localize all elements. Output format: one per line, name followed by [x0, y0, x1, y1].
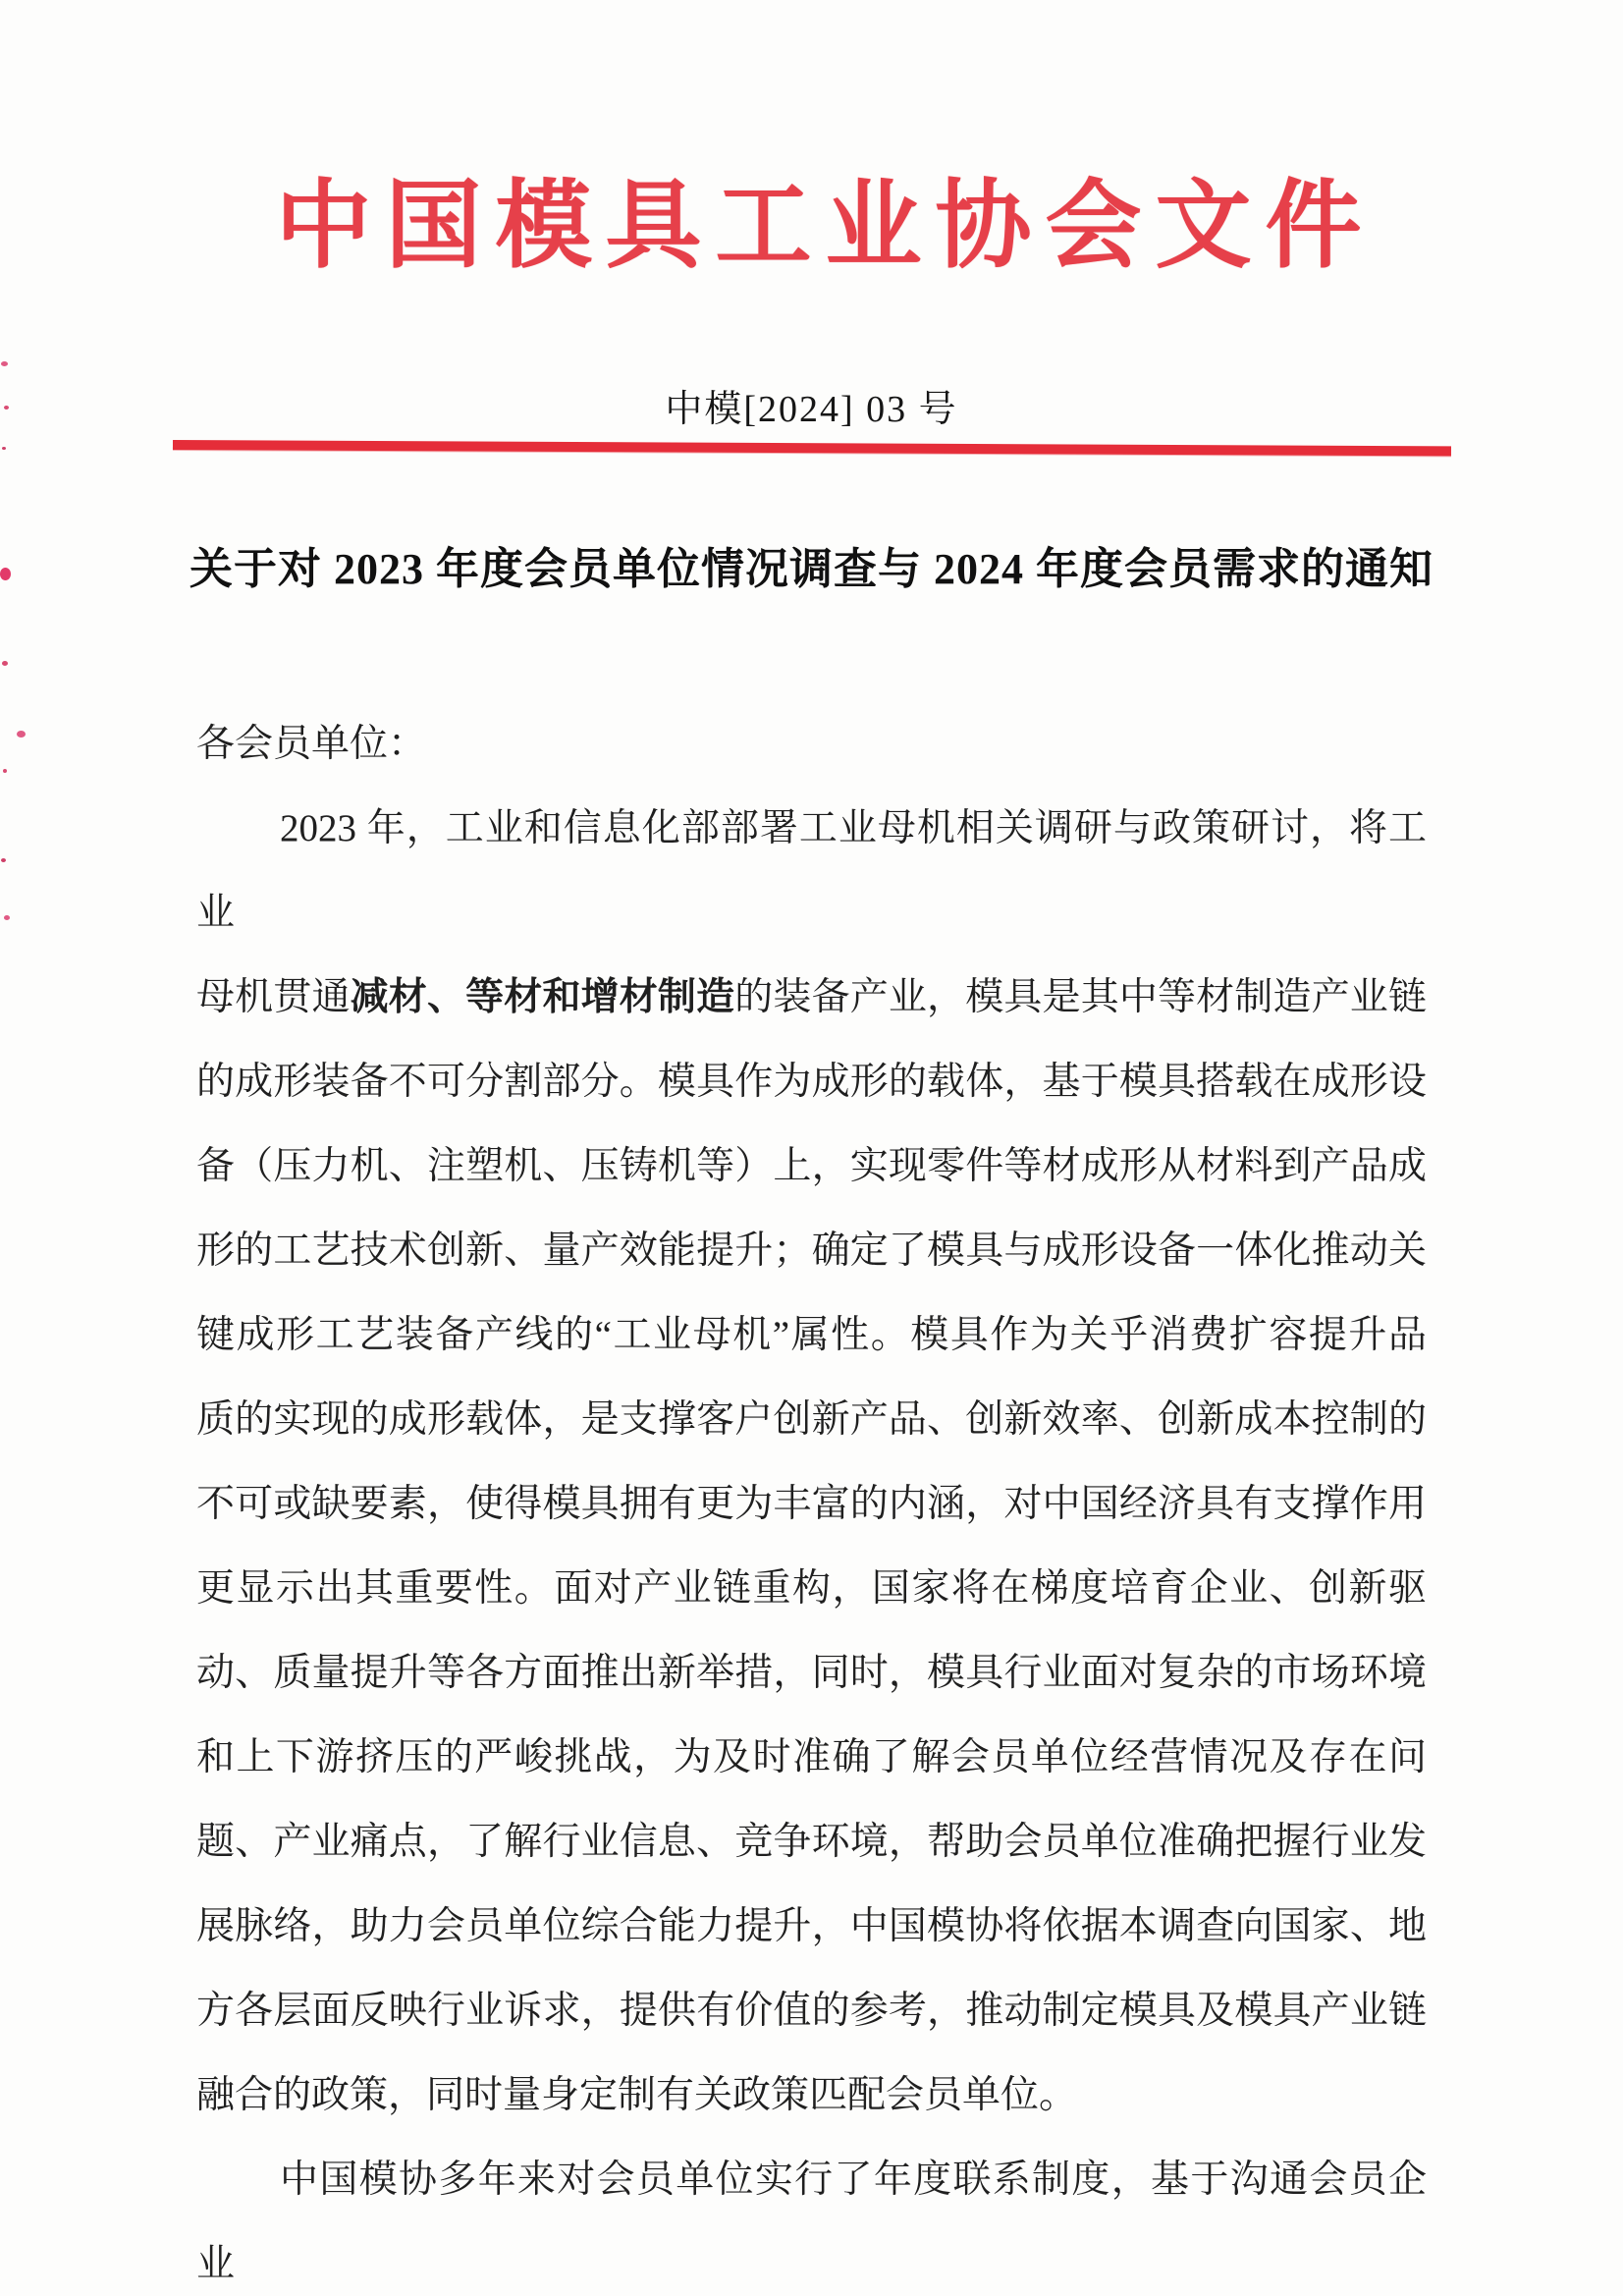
body-text-segment: 的成形装备不可分割部分。模具作为成形的载体，基于模具搭载在成形设	[196, 1061, 1427, 1103]
scan-speck	[4, 915, 10, 920]
body-text-segment: 不可或缺要素，使得模具拥有更为丰富的内涵，对中国经济具有支撑作用	[196, 1483, 1427, 1525]
body-text-segment: 母机贯通	[196, 976, 351, 1018]
body-line	[196, 1293, 1427, 1378]
body-text-segment: 中国模协多年来对会员单位实行了年度联系制度，基于沟通会员企业	[196, 2159, 1427, 2285]
body-text-segment: 更显示出其重要性。面对产业链重构，国家将在梯度培育企业、创新驱	[196, 1567, 1427, 1610]
scan-speck	[1, 361, 8, 366]
doc-number: 中模[2024] 03 号	[665, 389, 958, 430]
body-line	[196, 1969, 1427, 2053]
scan-speck	[3, 769, 7, 773]
body-line	[196, 956, 1427, 1040]
scan-speck	[0, 568, 11, 580]
body-text-segment: 各会员单位：	[196, 723, 427, 765]
body-text-segment: 融合的政策，同时量身定制有关政策匹配会员单位。	[196, 2074, 1078, 2116]
body-line	[196, 2053, 1427, 2138]
body-line	[196, 1209, 1427, 1293]
scan-speck	[1, 858, 6, 862]
header-divider-rule	[173, 440, 1451, 456]
body-text-segment: 质的实现的成形载体，是支撑客户创新产品、创新效率、创新成本控制的	[196, 1398, 1427, 1441]
body-line	[196, 1800, 1427, 1885]
org-title: 中国模具工业协会文件	[275, 174, 1376, 280]
document-title: 关于对 2023 年度会员单位情况调查与 2024 年度会员需求的通知	[189, 545, 1434, 593]
scan-speck	[2, 661, 8, 666]
body-line	[196, 1378, 1427, 1462]
body-text-segment: 键成形工艺装备产线的“工业母机”属性。模具作为关乎消费扩容提升品	[196, 1314, 1427, 1356]
scan-speck	[2, 447, 6, 450]
body-text	[196, 702, 1427, 2296]
body-line	[196, 787, 1427, 956]
body-line	[196, 1547, 1427, 1631]
body-text-segment: 形的工艺技术创新、量产效能提升；确定了模具与成形设备一体化推动关	[196, 1230, 1427, 1272]
body-text-bold-segment: 减材、等材和增材制造	[350, 976, 735, 1018]
body-text-segment: 动、质量提升等各方面推出新举措，同时，模具行业面对复杂的市场环境	[196, 1652, 1427, 1694]
body-line	[196, 1631, 1427, 1716]
body-line	[196, 1040, 1427, 1124]
body-line	[196, 2138, 1427, 2296]
body-text-segment: 题、产业痛点，了解行业信息、竞争环境，帮助会员单位准确把握行业发	[196, 1821, 1427, 1863]
body-text-segment: 的装备产业，模具是其中等材制造产业链	[734, 976, 1427, 1018]
scan-speck	[17, 731, 26, 738]
body-line	[196, 702, 1427, 787]
body-text-segment: 展脉络，助力会员单位综合能力提升，中国模协将依据本调查向国家、地	[196, 1905, 1427, 1947]
body-text-segment: 方各层面反映行业诉求，提供有价值的参考，推动制定模具及模具产业链	[196, 1990, 1427, 2032]
body-text-segment: 2023 年，工业和信息化部部署工业母机相关调研与政策研讨，将工业	[196, 807, 1427, 934]
body-line	[196, 1124, 1427, 1209]
body-line	[196, 1885, 1427, 1969]
body-text-segment: 备（压力机、注塑机、压铸机等）上，实现零件等材成形从材料到产品成	[196, 1145, 1427, 1187]
body-line	[196, 1716, 1427, 1800]
body-text-segment: 和上下游挤压的严峻挑战，为及时准确了解会员单位经营情况及存在问	[196, 1736, 1427, 1778]
body-line	[196, 1462, 1427, 1547]
